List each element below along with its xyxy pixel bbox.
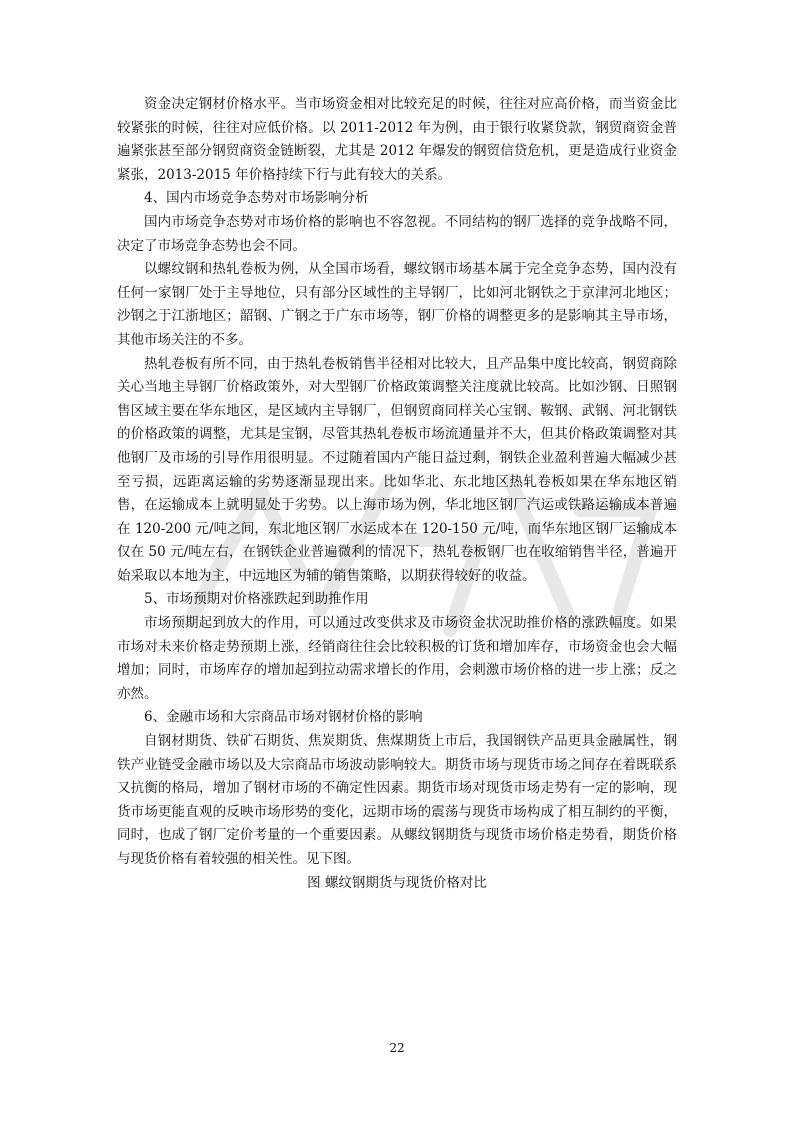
document-body (117, 93, 677, 895)
section-heading-6: 6、金融市场和大宗商品市场对钢材价格的影响 (144, 709, 423, 726)
paragraph-market-expectation: 市场预期起到放大的作用，可以通过改变供求及市场资金状况助推价格的涨跌幅度。如果市场对未来价格走势预期上涨，经销商往往会比较积极的订货和增加库存，市场资金也会大幅增加；同时，市场库存的增加起到拉动需求增长的作用，会刺激市场价格的进一步上涨；反之亦然。 (117, 615, 677, 702)
paragraph-hot-rolled-coil: 热轧卷板有所不同，由于热轧卷板销售半径相对比较大，且产品集中度比较高，钢贸商除关心当地主导钢厂价格政策外，对大型钢厂价格政策调整关注度就比较高。比如沙钢、日照钢售区域主要在华东地区，是区域内主导钢厂，但钢贸商同样关心宝钢、鞍钢、武钢、河北钢铁的价格政策的调整，尤其是宝钢，尽管其热轧卷板市场流通量并不大，但其价格政策调整对其他钢厂及市场的引导作用很明显。不过随着国内产能日益过剩，钢铁企业盈利普遍大幅减少甚至亏损，远距离运输的劣势逐渐显现出来。比如华北、东北地区热轧卷板如果在华东地区销售，在运输成本上就明显处于劣势。以上海市场为例，华北地区钢厂汽运或铁路运输成本普遍在 120-200 元/吨之间，东北地区钢厂水运成本在 120-150 元/吨，而华东地区钢厂运输成本仅在 50 元/吨左右，在钢铁企业普遍微利的情况下，热轧卷板钢厂也在收缩销售半径，普遍开始采取以本地为主，中远地区为辅的销售策略，以期获得较好的收益。 (117, 355, 677, 584)
section-heading-5: 5、市场预期对价格涨跌起到助推作用 (144, 591, 369, 608)
figure-caption: 图 螺纹钢期货与现货价格对比 (307, 874, 487, 891)
paragraph-capital-price: 资金决定钢材价格水平。当市场资金相对比较充足的时候，往往对应高价格，而当资金比较紧张的时候，往往对应低价格。以 2011-2012 年为例，由于银行收紧贷款，钢贸商资金普遍紧张甚至部分钢贸商资金链断裂，尤其是 2012 年爆发的钢贸信贷危机，更是造成行业资金紧张，2013-2015 年价格持续下行与此有较大的关系。 (117, 96, 677, 183)
paragraph-competition-intro: 国内市场竞争态势对市场价格的影响也不容忽视。不同结构的钢厂选择的竞争战略不同，决定了市场竞争态势也会不同。 (117, 213, 677, 254)
page-number: 22 (389, 1041, 405, 1055)
paragraph-futures-market: 自钢材期货、铁矿石期货、焦炭期货、焦煤期货上市后，我国钢铁产品更具金融属性，钢铁产业链受金融市场以及大宗商品市场波动影响较大。期货市场与现货市场之间存在着既联系又抗衡的格局，增加了钢材市场的不确定性因素。期货市场对现货市场走势有一定的影响，现货市场更能直观的反映市场形势的变化，远期市场的震荡与现货市场构成了相互制约的平衡，同时，也成了钢厂定价考量的一个重要因素。从螺纹钢期货与现货市场价格走势看，期货价格与现货价格有着较强的相关性。见下图。 (117, 733, 677, 867)
section-heading-4: 4、国内市场竞争态势对市场影响分析 (144, 190, 369, 207)
paragraph-rebar-competition: 以螺纹钢和热轧卷板为例，从全国市场看，螺纹钢市场基本属于完全竞争态势，国内没有任何一家钢厂处于主导地位，只有部分区域性的主导钢厂，比如河北钢铁之于京津河北地区；沙钢之于江浙地区；韶钢、广钢之于广东市场等，钢厂价格的调整更多的是影响其主导市场，其他市场关注的不多。 (117, 261, 677, 348)
